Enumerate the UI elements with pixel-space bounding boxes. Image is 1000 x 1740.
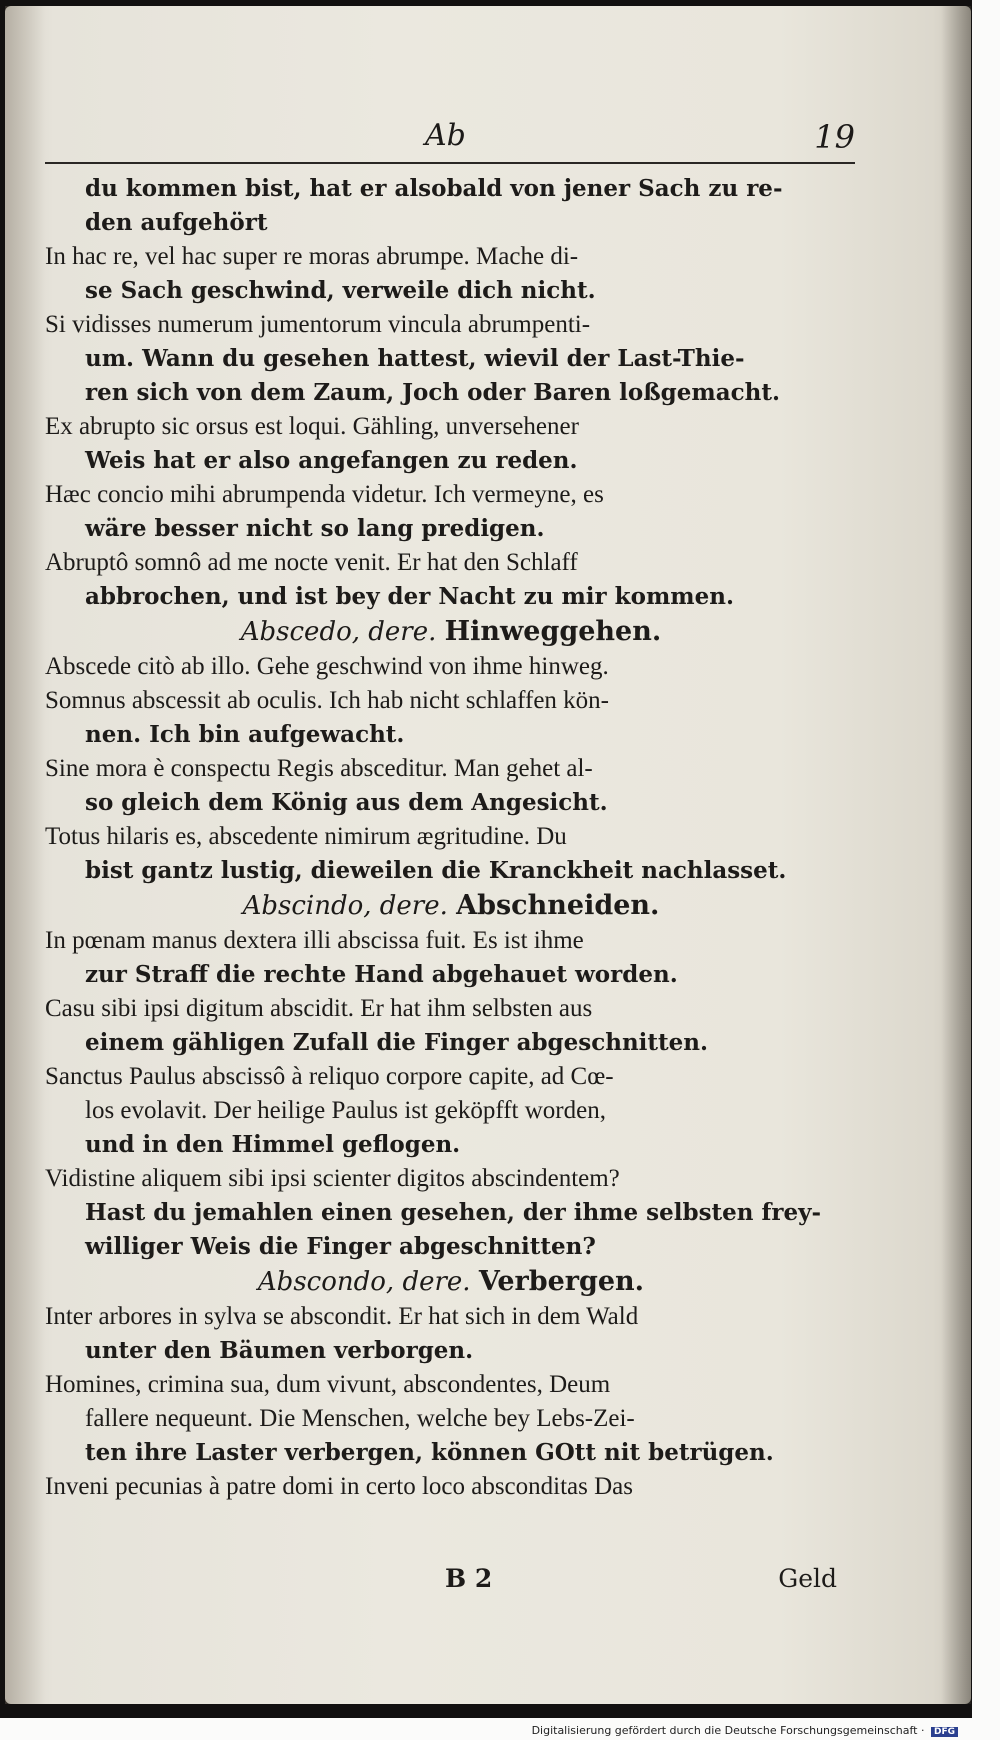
header-rule: [45, 162, 855, 164]
page-gutter-shadow: [5, 6, 45, 1704]
credit-text: Digitalisierung gefördert durch die Deutsche Forschungsgemeinschaft ·: [531, 1724, 925, 1737]
text-line: williger Weis die Finger abgeschnitten?: [85, 1233, 596, 1260]
text-line: um. Wann du gesehen hattest, wievil der Last-Thie-: [85, 345, 745, 372]
signature-mark: B 2: [445, 1564, 493, 1593]
text-line: Totus hilaris es, abscedente nimirum ægritudine. Du: [45, 823, 567, 850]
text-line: bist gantz lustig, dieweilen die Kranckheit nachlasset.: [85, 857, 787, 884]
entry-heading-german: Hinweggehen.: [444, 616, 662, 647]
text-line: In pœnam manus dextera illi abscissa fuit. Es ist ihme: [45, 927, 584, 954]
entry-heading-german: Verbergen.: [478, 1266, 645, 1297]
text-line: Abruptô somnô ad me nocte venit. Er hat den Schlaff: [45, 549, 578, 576]
text-line: einem gähligen Zufall die Finger abgeschnitten.: [85, 1029, 709, 1056]
text-line: Sanctus Paulus abscissô à reliquo corpore capite, ad Cœ-: [45, 1063, 614, 1090]
text-line: den aufgehört: [85, 209, 268, 236]
text-line: Vidistine aliquem sibi ipsi scienter digitos abscindentem?: [45, 1165, 620, 1192]
text-line: ten ihre Laster verbergen, können GOtt nit betrügen.: [85, 1439, 774, 1466]
text-line: Somnus abscessit ab oculis. Ich hab nicht schlaffen kön-: [45, 687, 610, 714]
text-line: In hac re, vel hac super re moras abrumpe. Mache di-: [45, 243, 579, 270]
running-headword: Ab: [425, 118, 466, 153]
entry-heading-latin: Abscedo, dere.: [240, 617, 437, 647]
text-line: Sine mora è conspectu Regis absceditur. Man gehet al-: [45, 755, 593, 782]
text-line: los evolavit. Der heilige Paulus ist geköpfft worden,: [85, 1097, 606, 1124]
text-line: Weis hat er also angefangen zu reden.: [85, 447, 578, 474]
text-line: Hæc concio mihi abrumpenda videtur. Ich vermeyne, es: [45, 481, 604, 508]
text-line: unter den Bäumen verborgen.: [85, 1337, 474, 1364]
dfg-logo: DFG: [931, 1727, 958, 1737]
text-line: du kommen bist, hat er alsobald von jener Sach zu re-: [85, 175, 783, 202]
digitization-credit: [532, 1724, 958, 1737]
running-header: [45, 118, 855, 168]
entry-heading: [45, 1264, 857, 1300]
text-line: Homines, crimina sua, dum vivunt, abscondentes, Deum: [45, 1371, 611, 1398]
text-line: nen. Ich bin aufgewacht.: [85, 721, 405, 748]
text-line: so gleich dem König aus dem Angesicht.: [85, 789, 608, 816]
text-line: se Sach geschwind, verweile dich nicht.: [85, 277, 596, 304]
text-line: fallere nequeunt. Die Menschen, welche bey Lebs-Zei-: [85, 1405, 635, 1432]
text-line: Inter arbores in sylva se abscondit. Er hat sich in dem Wald: [45, 1303, 639, 1330]
entry-heading-latin: Abscondo, dere.: [257, 1267, 471, 1297]
text-line: Abscede citò ab illo. Gehe geschwind von ihme hinweg.: [45, 653, 609, 680]
text-line: Si vidisses numerum jumentorum vincula abrumpenti-: [45, 311, 591, 338]
text-line: wäre besser nicht so lang predigen.: [85, 515, 545, 542]
entry-heading: [45, 888, 857, 924]
text-line: ren sich von dem Zaum, Joch oder Baren loßgemacht.: [85, 379, 780, 406]
page-edge-shadow: [941, 6, 971, 1704]
text-line: Inveni pecunias à patre domi in certo loco absconditas Das: [45, 1473, 634, 1500]
entry-heading-latin: Abscindo, dere.: [242, 891, 448, 921]
text-line: abbrochen, und ist bey der Nacht zu mir kommen.: [85, 583, 734, 610]
book-page: [5, 6, 971, 1704]
text-line: Casu sibi ipsi digitum abscidit. Er hat ihm selbsten aus: [45, 995, 593, 1022]
page-footer: [45, 1564, 857, 1604]
page-number: 19: [814, 118, 855, 156]
entry-heading: [45, 614, 857, 650]
text-line: zur Straff die rechte Hand abgehauet worden.: [85, 961, 678, 988]
text-line: Ex abrupto sic orsus est loqui. Gähling, unversehener: [45, 413, 579, 440]
text-line: Hast du jemahlen einen gesehen, der ihme selbsten frey-: [85, 1199, 822, 1226]
catchword: Geld: [778, 1564, 837, 1593]
page-text: [45, 172, 857, 1504]
text-line: und in den Himmel geflogen.: [85, 1131, 461, 1158]
entry-heading-german: Abschneiden.: [456, 890, 660, 921]
